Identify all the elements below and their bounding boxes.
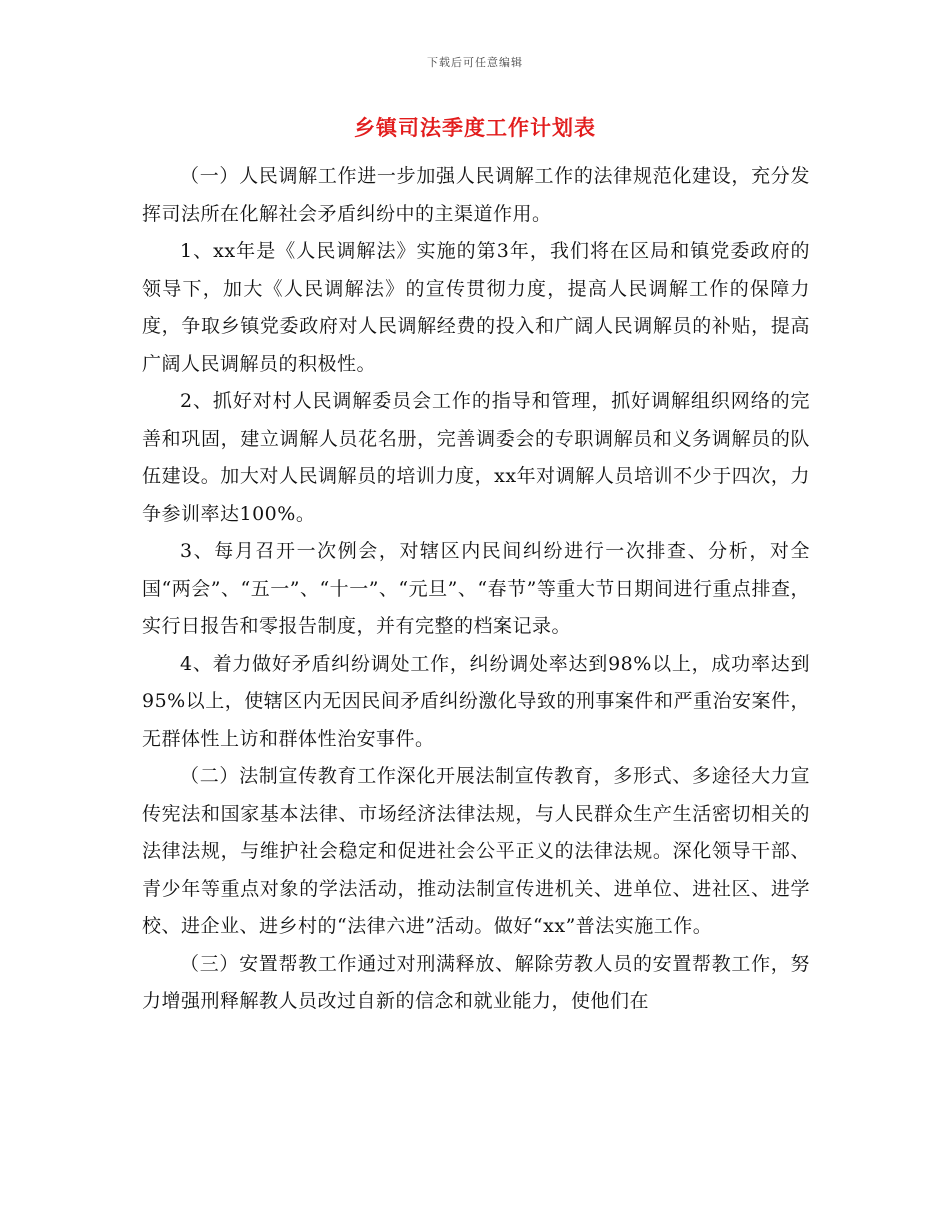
paragraph-1: （一）人民调解工作进一步加强人民调解工作的法律规范化建设，充分发挥司法所在化解社会矛盾纠纷中的主渠道作用。 — [142, 165, 810, 225]
paragraph-5: 4、着力做好矛盾纠纷调处工作，纠纷调处率达到98%以上，成功率达到95%以上，使辖区内无因民间矛盾纠纷激化导致的刑事案件和严重治安案件，无群体性上访和群体性治安事件。 — [142, 652, 810, 750]
paragraph-6: （二）法制宣传教育工作深化开展法制宣传教育，多形式、多途径大力宣传宪法和国家基本法律、市场经济法律法规，与人民群众生产生活密切相关的法律法规，与维护社会稳定和促进社会公平正义的法律法规。深化领导干部、青少年等重点对象的学法活动，推动法制宣传进机关、进单位、进社区、进学校、进企业、进乡村的“法律六进”活动。做好“xx”普法实施工作。 — [142, 765, 810, 937]
paragraph-2: 1、xx年是《人民调解法》实施的第3年，我们将在区局和镇党委政府的领导下，加大《人民调解法》的宣传贯彻力度，提高人民调解工作的保障力度，争取乡镇党委政府对人民调解经费的投入和广阔人民调解员的补贴，提高广阔人民调解员的积极性。 — [142, 240, 810, 375]
document-body — [142, 158, 810, 1021]
paragraph-7: （三）安置帮教工作通过对刑满释放、解除劳教人员的安置帮教工作，努力增强刑释解教人员改过自新的信念和就业能力，使他们在 — [142, 952, 810, 1012]
document-title: 乡镇司法季度工作计划表 — [354, 116, 596, 140]
header-note: 下载后可任意编辑 — [427, 56, 523, 69]
paragraph-4: 3、每月召开一次例会，对辖区内民间纠纷进行一次排查、分析，对全国“两会”、“五一”、“十一”、“元旦”、“春节”等重大节日期间进行重点排查，实行日报告和零报告制度，并有完整的档案记录。 — [142, 540, 810, 637]
paragraph-3: 2、抓好对村人民调解委员会工作的指导和管理，抓好调解组织网络的完善和巩固，建立调解人员花名册，完善调委会的专职调解员和义务调解员的队伍建设。加大对人民调解员的培训力度，xx年对调解人员培训不少于四次，力争参训率达100%。 — [142, 390, 810, 525]
